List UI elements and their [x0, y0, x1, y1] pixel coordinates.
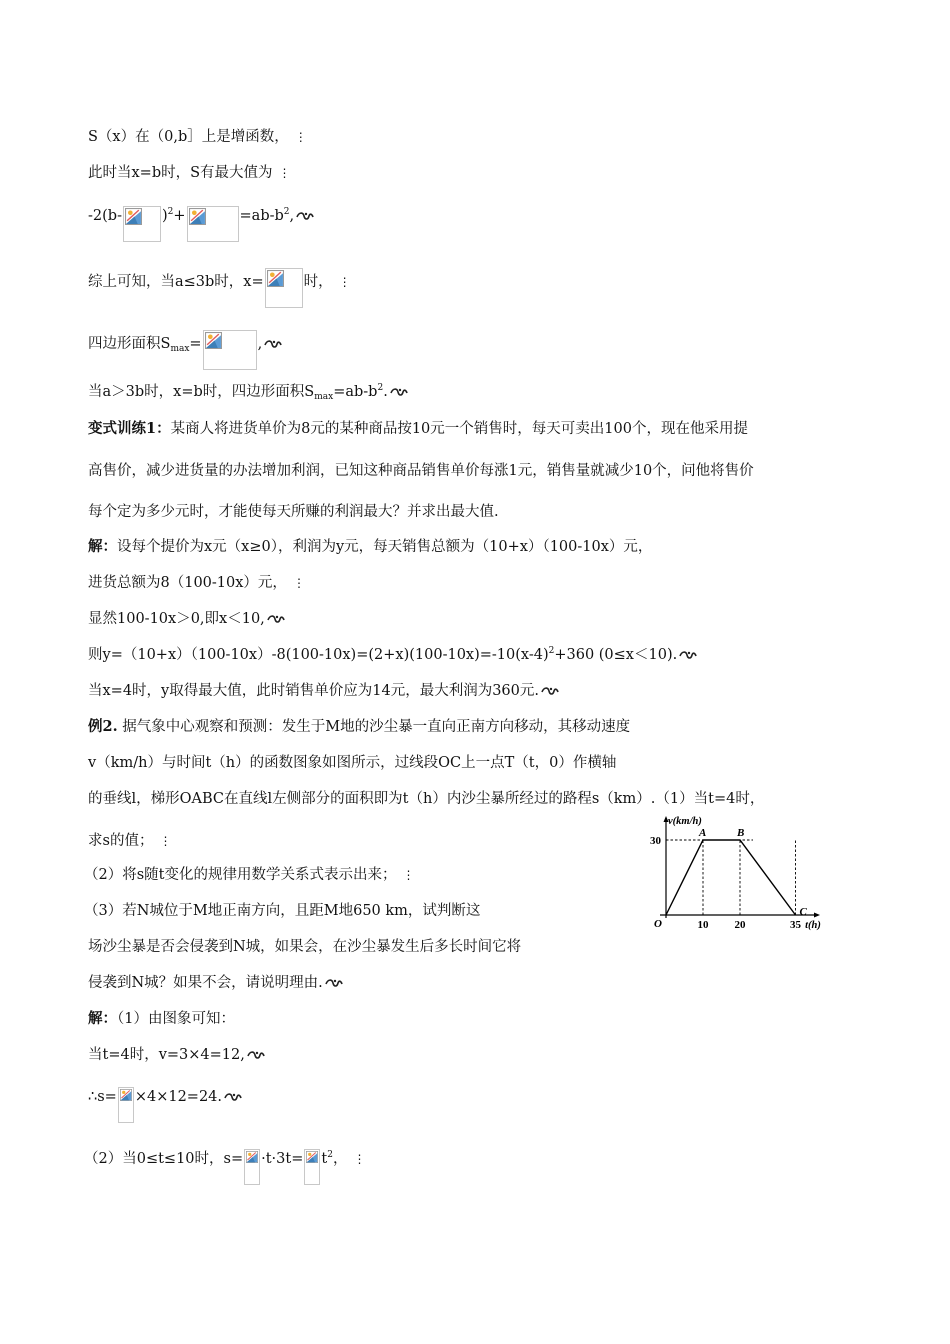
solution-1-line-4: [88, 645, 697, 665]
text: 某商人将进货单价为8元的某种商品按10元一个销售时，每天可卖出100个，现在他采用提: [170, 421, 748, 437]
x-tick-label: 35: [790, 919, 801, 931]
ellipsis-mark: ⋮: [338, 275, 350, 289]
text: （2）当0≤t≤10时，s=: [84, 1151, 244, 1167]
formula-image-icon: [118, 1087, 134, 1123]
text: t: [321, 1151, 328, 1167]
text: 此时当x=b时，S有最大值为: [88, 165, 273, 181]
solution-1-line-5: [88, 681, 559, 701]
subscript: max: [314, 392, 334, 402]
broken-image-icon: [125, 208, 142, 225]
ellipsis-mark: ⋮: [353, 1152, 365, 1166]
solution-2-line-2: [88, 1045, 265, 1065]
paragraph-mark-icon: [264, 339, 282, 349]
formula-image-icon: [304, 1149, 320, 1185]
paragraph-mark-icon: [390, 387, 408, 397]
ellipsis-mark: ⋮: [278, 166, 290, 180]
solution-1-line-2: [88, 573, 304, 593]
paragraph-mark-icon: [296, 211, 314, 221]
formula-image-icon: [123, 206, 161, 242]
x-axis-arrow: [814, 913, 820, 918]
example-2-line-3: [88, 789, 764, 809]
text: ×4×12=24.: [134, 1089, 223, 1105]
text: 则y=（10+x）（100-10x）-8(100-10x)=(2+x)(100-10x)=-10(x-4): [88, 647, 549, 663]
paragraph-mark-icon: [267, 614, 285, 624]
solution-1-line-1: [88, 537, 652, 557]
solution-2-line-3: [88, 1087, 242, 1123]
exercise-1-line-3: [88, 502, 499, 522]
text: 时，: [303, 274, 333, 290]
text: 侵袭到N城？如果不会，请说明理由.: [88, 975, 323, 991]
point-label-A: A: [699, 827, 707, 839]
exponent: 2: [167, 207, 174, 217]
example-2-line-8: [88, 973, 343, 993]
text: 当a＞3b时，x=b时，四边形面积S: [88, 384, 315, 400]
point-label-B: B: [737, 827, 745, 839]
point-label-O: O: [654, 918, 662, 930]
broken-image-icon: [306, 1151, 318, 1163]
subscript: max: [170, 344, 190, 354]
y-axis-label: v(km/h): [668, 816, 702, 827]
solution-label: 解：: [88, 538, 117, 555]
paragraph-mark-icon: [224, 1092, 242, 1102]
line-max-value: [88, 163, 290, 183]
solution-1-line-3: [88, 609, 285, 629]
example-2-line-7: [88, 937, 521, 957]
text: ): [161, 208, 168, 224]
text: S（x）在（0,b］上是增函数，: [88, 129, 289, 145]
paragraph-mark-icon: [247, 1050, 265, 1060]
exponent: 2: [327, 1150, 333, 1160]
solution-2-line-1: [88, 1009, 235, 1029]
exercise-1-line-1: [88, 419, 748, 439]
line-max-expression: [88, 206, 314, 242]
solution-label: 解：: [88, 1010, 117, 1027]
text: ,: [257, 336, 263, 352]
x-tick-label: 20: [734, 919, 746, 931]
example-2-line-2: [88, 753, 616, 773]
text: 高售价，减少进货量的办法增加利润，已知这种商品销售单价每涨1元，销售量就减少10个，问他将售价: [88, 463, 754, 479]
paragraph-mark-icon: [325, 978, 343, 988]
formula-image-icon: [265, 268, 303, 308]
exponent: 2: [377, 383, 384, 393]
broken-image-icon: [246, 1151, 258, 1163]
text: ，: [332, 1151, 348, 1167]
text: =ab-b: [333, 384, 378, 400]
example-2-line-5: [84, 865, 414, 885]
text: =: [189, 336, 202, 352]
paragraph-mark-icon: [541, 686, 559, 696]
broken-image-icon: [120, 1089, 132, 1101]
example-2-line-1: [88, 717, 630, 737]
text: +360 (0≤x＜10).: [554, 647, 678, 663]
x-tick-label: 10: [697, 919, 709, 931]
solution-2-line-4: [84, 1149, 364, 1185]
exponent: 2: [548, 646, 555, 656]
text: 据气象中心观察和预测：发生于M地的沙尘暴一直向正南方向移动，其移动速度: [117, 719, 631, 735]
text: （3）若N城位于M地正南方向，且距M地650 km，试判断这: [84, 903, 481, 919]
text: 进货总额为8（100-10x）元，: [88, 575, 287, 591]
text: 场沙尘暴是否会侵袭到N城，如果会，在沙尘暴发生后多长时间它将: [88, 939, 522, 955]
text: 设每个提价为x元（x≥0），利润为y元，每天销售总额为（10+x）（100-10x）元，: [117, 539, 653, 555]
exponent: 2: [283, 207, 290, 217]
formula-image-icon: [203, 330, 257, 370]
text: 综上可知，当a≤3b时，x=: [88, 274, 264, 290]
example-label: 例2.: [88, 718, 118, 735]
x-axis-label: t(h): [805, 920, 821, 931]
example-2-line-6: [84, 901, 480, 921]
formula-image-icon: [187, 206, 239, 242]
exercise-1-line-2: [88, 461, 754, 481]
line-summary: [88, 268, 350, 308]
broken-image-icon: [205, 332, 222, 349]
text: ·t·3t=: [261, 1151, 304, 1167]
text: 当x=4时，y取得最大值，此时销售单价应为14元，最大利润为360元.: [88, 683, 539, 699]
ellipsis-mark: ⋮: [159, 834, 171, 848]
text: （1）由图象可知：: [117, 1011, 235, 1027]
text: 的垂线l，梯形OABC在直线l左侧部分的面积即为t（h）内沙尘暴所经过的路程s（km）.（1）当t=4时，: [88, 791, 765, 807]
broken-image-icon: [189, 208, 206, 225]
text: ,: [289, 208, 295, 224]
ellipsis-mark: ⋮: [292, 576, 304, 590]
text: =ab-b: [239, 208, 284, 224]
text: +: [173, 208, 186, 224]
paragraph-mark-icon: [679, 650, 697, 660]
text: 当t=4时，v=3×4=12,: [88, 1047, 245, 1063]
text: v（km/h）与时间t（h）的函数图象如图所示，过线段OC上一点T（t，0）作横轴: [88, 755, 617, 771]
broken-image-icon: [267, 270, 284, 287]
line-area-max: [88, 330, 282, 370]
ellipsis-mark: ⋮: [294, 130, 306, 144]
example-2-line-4: [88, 831, 170, 851]
formula-image-icon: [244, 1149, 260, 1185]
point-label-C: C: [799, 906, 807, 918]
velocity-time-graph: [642, 816, 821, 938]
ellipsis-mark: ⋮: [402, 868, 414, 882]
exercise-label: 变式训练1：: [88, 420, 171, 437]
text: 求s的值；: [88, 833, 154, 849]
text: .: [383, 384, 388, 400]
text: 显然100-10x＞0,即x＜10,: [88, 611, 265, 627]
text: ∴s=: [88, 1089, 117, 1105]
text: -2(b-: [88, 208, 122, 224]
line-case-a-greater: [88, 382, 408, 402]
text: 四边形面积S: [88, 336, 171, 352]
series-line: [666, 840, 796, 915]
text: （2）将s随t变化的规律用数学关系式表示出来；: [84, 867, 397, 883]
y-tick-label: 30: [650, 835, 661, 847]
text: 每个定为多少元时，才能使每天所赚的利润最大？并求出最大值.: [88, 504, 499, 520]
line-increasing-function: [88, 127, 306, 147]
